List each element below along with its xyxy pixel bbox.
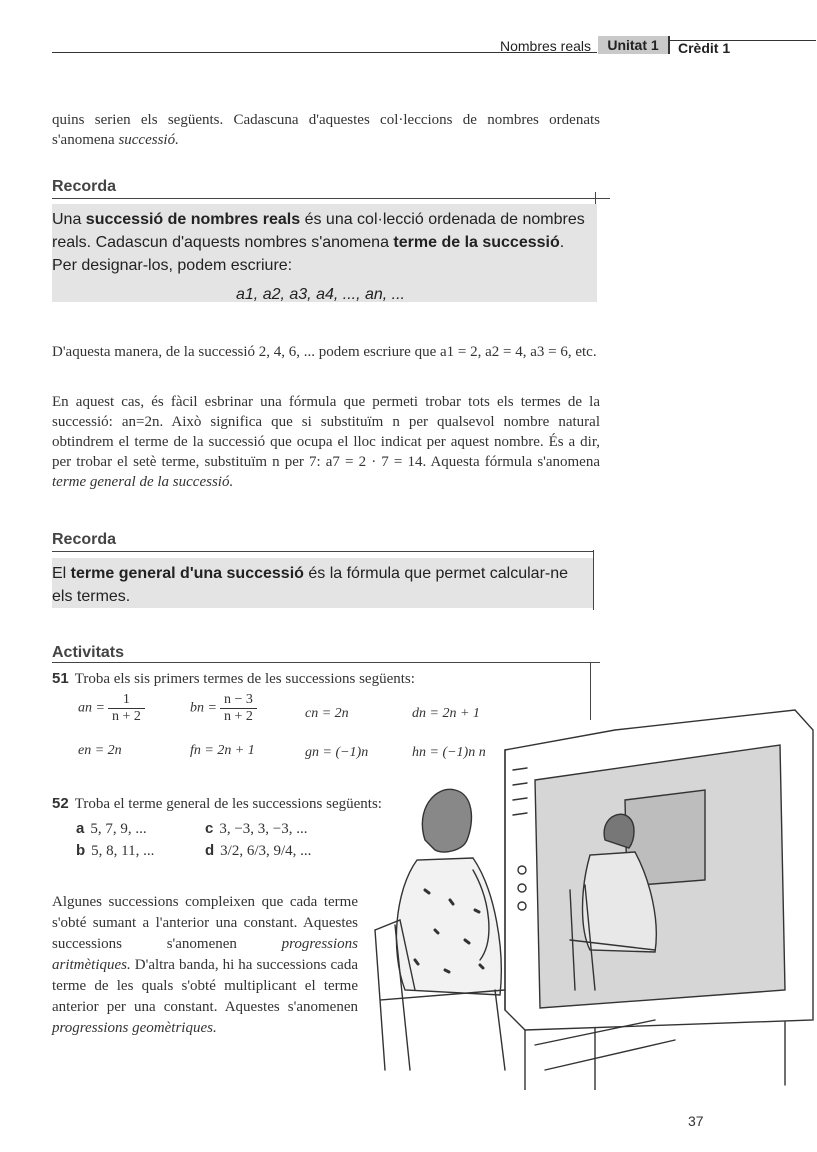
formula-e: en = 2n [78, 743, 122, 758]
recorda-title-1: Recorda [52, 178, 117, 195]
header-credit: Crèdit 1 [678, 40, 731, 56]
item-52a: a 5, 7, 9, ... [76, 820, 147, 837]
formula-c: cn = 2n [305, 706, 349, 721]
header-unit: Unitat 1 [598, 36, 670, 54]
recorda-rule-2 [52, 551, 594, 552]
tv-viewer-illustration [355, 690, 817, 1090]
activity-51: 51 Troba els sis primers termes de les successions següents: [52, 670, 415, 687]
activitats-title: Activitats [52, 644, 125, 661]
item-52d: d 3/2, 6/3, 9/4, ... [205, 842, 312, 859]
recorda-title-2: Recorda [52, 531, 117, 548]
body-paragraph-1: D'aquesta manera, de la successió 2, 4, 6, ... podem escriure que a1 = 2, a2 = 4, a3 = 6, etc. [52, 344, 597, 360]
formula-g: gn = (−1)n [305, 745, 369, 760]
recorda-tick-2 [593, 550, 594, 610]
activity-52: 52 Troba el terme general de les successions següents: [52, 795, 382, 812]
formula-a: an = $\frac{1}{n + 2}$ [78, 692, 145, 725]
recorda-rule-1 [52, 198, 610, 199]
sequence-notation: a1, a2, a3, a4, ..., an, ... [236, 286, 405, 303]
item-52b: b 5, 8, 11, ... [76, 842, 155, 859]
closing-paragraph: Algunes successions compleixen que cada terme s'obté sumant a l'anterior una constant. Aquestes successions s'anomenen progressions aritmètiques. D'altra banda, hi ha successions cada terme de les quals s'obté multiplicant el terme anterior per una constant. Aquestes s'anomenen progressions geomètriques. [52, 894, 358, 1036]
item-52c: c 3, −3, 3, −3, ... [205, 820, 308, 837]
activitats-rule [52, 662, 600, 663]
recorda-box-2: El terme general d'una successió és la fórmula que permet calcular-ne els termes. [52, 558, 593, 608]
formula-h: hn = (−1)n n [412, 745, 486, 760]
formula-f: fn = 2n + 1 [190, 743, 255, 758]
formula-b: bn = $\frac{n - 3}{n + 2}$ [190, 692, 257, 725]
recorda-box-1: Una successió de nombres reals és una col·lecció ordenada de nombres reals. Cadascun d'aquests nombres s'anomena terme de la successió. Per designar-los, podem escriure: a1, a2, a3, a4, ..., an, ... [52, 204, 597, 302]
body-paragraph-2: En aquest cas, és fàcil esbrinar una fórmula que permeti trobar tots els termes de la successió: an=2n. Això significa que si substituïm n per qualsevol nombre natural obtindrem el terme de la successió que ocupa el lloc indicat per aquest nombre. És a dir, per trobar el setè terme, substituïm n per 7: a7 = 2 · 7 = 14. Aquesta fórmula s'anomena terme general de la successió. [52, 394, 600, 490]
formula-d: dn = 2n + 1 [412, 706, 480, 721]
intro-paragraph: quins serien els següents. Cadascuna d'aquestes col·leccions de nombres ordenats s'anomena successió. [52, 112, 600, 148]
header-section: Nombres reals [500, 38, 592, 54]
page-number: 37 [688, 1113, 704, 1129]
